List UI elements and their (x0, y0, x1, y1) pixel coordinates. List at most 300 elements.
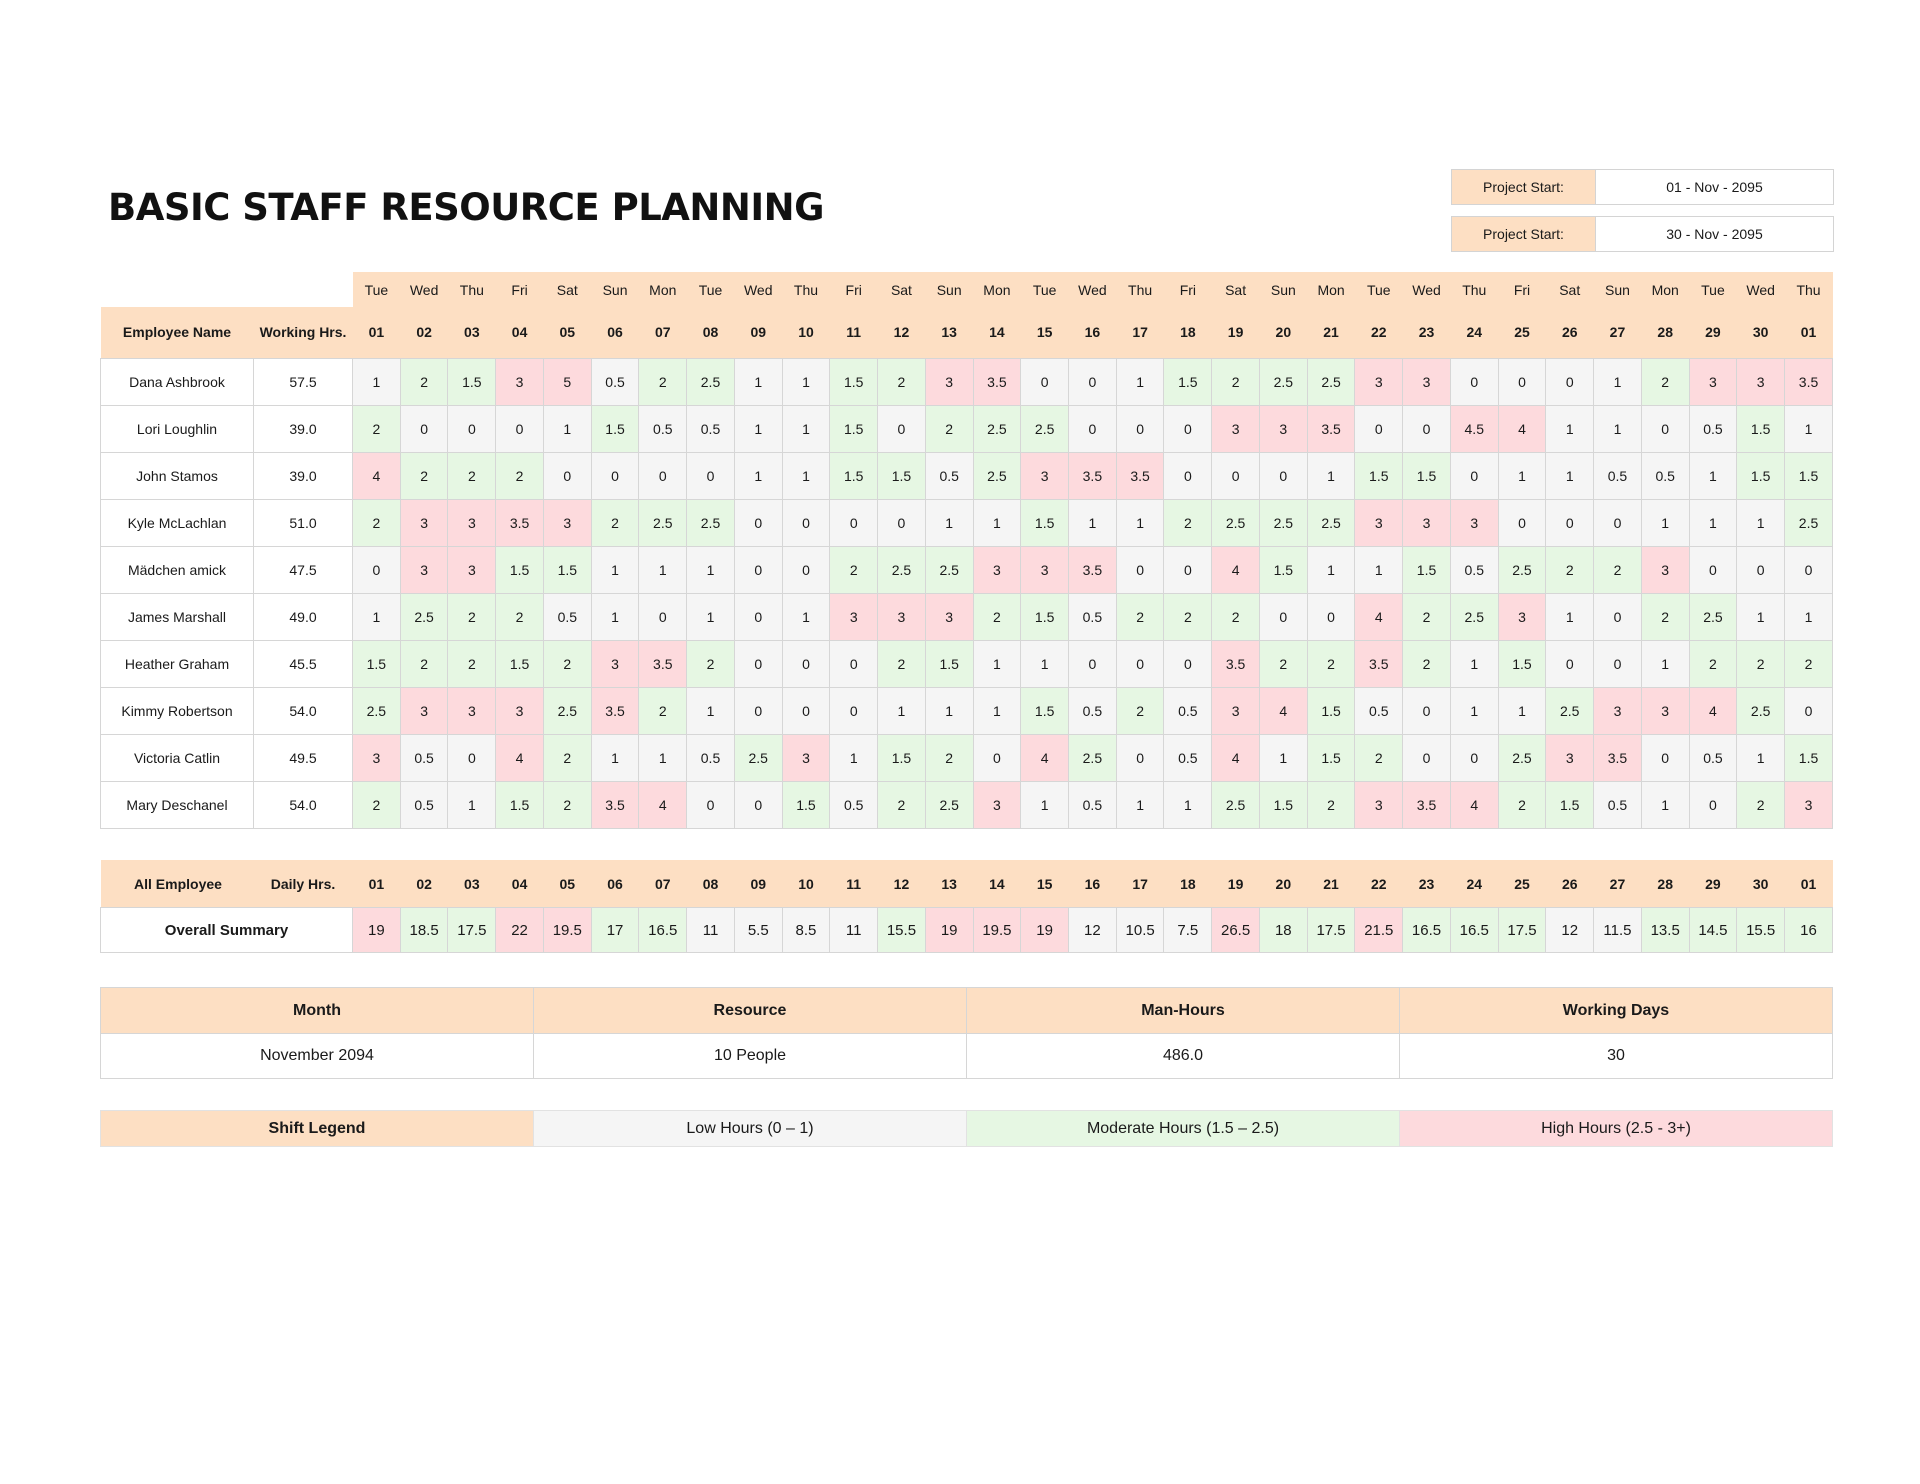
hours-cell[interactable]: 1 (782, 358, 830, 405)
hours-cell[interactable]: 1 (1546, 405, 1594, 452)
hours-cell[interactable]: 3 (1737, 358, 1785, 405)
hours-cell[interactable]: 3 (1785, 781, 1833, 828)
hours-cell[interactable]: 2 (878, 640, 926, 687)
hours-cell[interactable]: 1 (687, 546, 735, 593)
hours-cell[interactable]: 1 (973, 687, 1021, 734)
hours-cell[interactable]: 1 (1546, 593, 1594, 640)
hours-cell[interactable]: 1 (973, 499, 1021, 546)
hours-cell[interactable]: 1.5 (878, 452, 926, 499)
hours-cell[interactable]: 1 (1021, 640, 1069, 687)
hours-cell[interactable]: 0.5 (830, 781, 878, 828)
employee-working-hours[interactable]: 45.5 (254, 640, 353, 687)
hours-cell[interactable]: 1 (1594, 358, 1642, 405)
hours-cell[interactable]: 2 (1212, 358, 1260, 405)
hours-cell[interactable]: 0 (1069, 640, 1117, 687)
hours-cell[interactable]: 0 (1164, 640, 1212, 687)
project-start-value[interactable]: 01 - Nov - 2095 (1595, 170, 1833, 204)
hours-cell[interactable]: 0 (1116, 734, 1164, 781)
hours-cell[interactable]: 1 (782, 593, 830, 640)
hours-cell[interactable]: 1 (687, 687, 735, 734)
daily-total-cell[interactable]: 16 (1785, 908, 1833, 953)
hours-cell[interactable]: 2.5 (1498, 734, 1546, 781)
daily-total-cell[interactable]: 16.5 (639, 908, 687, 953)
hours-cell[interactable]: 2 (925, 405, 973, 452)
hours-cell[interactable]: 2.5 (639, 499, 687, 546)
hours-cell[interactable]: 3.5 (1116, 452, 1164, 499)
daily-total-cell[interactable]: 19 (925, 908, 973, 953)
hours-cell[interactable]: 2.5 (1785, 499, 1833, 546)
hours-cell[interactable]: 1 (925, 499, 973, 546)
hours-cell[interactable]: 0 (1403, 405, 1451, 452)
daily-total-cell[interactable]: 11 (830, 908, 878, 953)
hours-cell[interactable]: 2 (1594, 546, 1642, 593)
hours-cell[interactable]: 1.5 (1164, 358, 1212, 405)
hours-cell[interactable]: 4 (353, 452, 401, 499)
hours-cell[interactable]: 3.5 (1069, 452, 1117, 499)
hours-cell[interactable]: 3 (353, 734, 401, 781)
hours-cell[interactable]: 3 (1403, 358, 1451, 405)
employee-name[interactable]: Kimmy Robertson (101, 687, 254, 734)
hours-cell[interactable]: 1 (1450, 687, 1498, 734)
hours-cell[interactable]: 1.5 (1307, 687, 1355, 734)
employee-name[interactable]: Lori Loughlin (101, 405, 254, 452)
hours-cell[interactable]: 2.5 (734, 734, 782, 781)
hours-cell[interactable]: 2 (878, 781, 926, 828)
hours-cell[interactable]: 0 (734, 546, 782, 593)
hours-cell[interactable]: 0.5 (925, 452, 973, 499)
hours-cell[interactable]: 2 (1212, 593, 1260, 640)
hours-cell[interactable]: 0.5 (1689, 734, 1737, 781)
hours-cell[interactable]: 0 (878, 499, 926, 546)
hours-cell[interactable]: 2.5 (973, 452, 1021, 499)
hours-cell[interactable]: 0 (1355, 405, 1403, 452)
hours-cell[interactable]: 1.5 (1737, 405, 1785, 452)
hours-cell[interactable]: 0 (1450, 452, 1498, 499)
hours-cell[interactable]: 0 (1164, 405, 1212, 452)
hours-cell[interactable]: 2 (1737, 781, 1785, 828)
stats-working-days-value[interactable]: 30 (1400, 1034, 1833, 1079)
daily-total-cell[interactable]: 13.5 (1641, 908, 1689, 953)
hours-cell[interactable]: 1 (734, 358, 782, 405)
employee-working-hours[interactable]: 39.0 (254, 452, 353, 499)
hours-cell[interactable]: 1 (1689, 452, 1737, 499)
hours-cell[interactable]: 3.5 (591, 781, 639, 828)
employee-working-hours[interactable]: 49.0 (254, 593, 353, 640)
daily-total-cell[interactable]: 11.5 (1594, 908, 1642, 953)
hours-cell[interactable]: 0 (1689, 546, 1737, 593)
hours-cell[interactable]: 0 (1546, 499, 1594, 546)
hours-cell[interactable]: 2.5 (353, 687, 401, 734)
hours-cell[interactable]: 0 (448, 405, 496, 452)
daily-total-cell[interactable]: 17.5 (1307, 908, 1355, 953)
hours-cell[interactable]: 0 (734, 640, 782, 687)
hours-cell[interactable]: 0 (1212, 452, 1260, 499)
daily-total-cell[interactable]: 22 (496, 908, 544, 953)
hours-cell[interactable]: 1 (1641, 781, 1689, 828)
hours-cell[interactable]: 2 (1259, 640, 1307, 687)
hours-cell[interactable]: 1 (448, 781, 496, 828)
hours-cell[interactable]: 0.5 (1069, 593, 1117, 640)
hours-cell[interactable]: 1 (1164, 781, 1212, 828)
hours-cell[interactable]: 1 (782, 452, 830, 499)
hours-cell[interactable]: 0 (1403, 687, 1451, 734)
hours-cell[interactable]: 1 (591, 734, 639, 781)
hours-cell[interactable]: 0 (734, 593, 782, 640)
hours-cell[interactable]: 1 (1737, 593, 1785, 640)
hours-cell[interactable]: 2 (1307, 640, 1355, 687)
daily-total-cell[interactable]: 18 (1259, 908, 1307, 953)
hours-cell[interactable]: 2.5 (1689, 593, 1737, 640)
hours-cell[interactable]: 3 (1641, 546, 1689, 593)
daily-total-cell[interactable]: 17 (591, 908, 639, 953)
hours-cell[interactable]: 4 (1355, 593, 1403, 640)
hours-cell[interactable]: 2 (1164, 593, 1212, 640)
hours-cell[interactable]: 3 (591, 640, 639, 687)
hours-cell[interactable]: 0 (1498, 499, 1546, 546)
daily-total-cell[interactable]: 15.5 (878, 908, 926, 953)
hours-cell[interactable]: 4 (1212, 734, 1260, 781)
daily-total-cell[interactable]: 17.5 (1498, 908, 1546, 953)
employee-name[interactable]: Victoria Catlin (101, 734, 254, 781)
hours-cell[interactable]: 0 (830, 499, 878, 546)
hours-cell[interactable]: 3 (448, 687, 496, 734)
hours-cell[interactable]: 0.5 (639, 405, 687, 452)
hours-cell[interactable]: 1 (591, 546, 639, 593)
hours-cell[interactable]: 3.5 (639, 640, 687, 687)
hours-cell[interactable]: 3.5 (1307, 405, 1355, 452)
hours-cell[interactable]: 1 (1307, 546, 1355, 593)
employee-working-hours[interactable]: 54.0 (254, 781, 353, 828)
hours-cell[interactable]: 3.5 (1785, 358, 1833, 405)
hours-cell[interactable]: 2 (1689, 640, 1737, 687)
hours-cell[interactable]: 2 (1641, 358, 1689, 405)
hours-cell[interactable]: 3 (1212, 687, 1260, 734)
hours-cell[interactable]: 2 (448, 640, 496, 687)
hours-cell[interactable]: 0 (734, 687, 782, 734)
hours-cell[interactable]: 3 (878, 593, 926, 640)
hours-cell[interactable]: 2 (496, 452, 544, 499)
daily-total-cell[interactable]: 16.5 (1450, 908, 1498, 953)
hours-cell[interactable]: 1.5 (830, 405, 878, 452)
hours-cell[interactable]: 1 (1689, 499, 1737, 546)
hours-cell[interactable]: 1 (1307, 452, 1355, 499)
hours-cell[interactable]: 3 (400, 499, 448, 546)
hours-cell[interactable]: 0 (400, 405, 448, 452)
hours-cell[interactable]: 2 (878, 358, 926, 405)
hours-cell[interactable]: 0 (1116, 546, 1164, 593)
hours-cell[interactable]: 1.5 (878, 734, 926, 781)
hours-cell[interactable]: 1 (687, 593, 735, 640)
hours-cell[interactable]: 1 (734, 405, 782, 452)
hours-cell[interactable]: 1.5 (1546, 781, 1594, 828)
daily-total-cell[interactable]: 19 (353, 908, 401, 953)
employee-name[interactable]: Heather Graham (101, 640, 254, 687)
employee-name[interactable]: Mary Deschanel (101, 781, 254, 828)
daily-total-cell[interactable]: 10.5 (1116, 908, 1164, 953)
daily-total-cell[interactable]: 16.5 (1403, 908, 1451, 953)
hours-cell[interactable]: 1.5 (496, 640, 544, 687)
hours-cell[interactable]: 3 (925, 358, 973, 405)
hours-cell[interactable]: 2.5 (1259, 499, 1307, 546)
hours-cell[interactable]: 2 (687, 640, 735, 687)
hours-cell[interactable]: 4.5 (1450, 405, 1498, 452)
hours-cell[interactable]: 1 (878, 687, 926, 734)
hours-cell[interactable]: 3 (1498, 593, 1546, 640)
stats-month-value[interactable]: November 2094 (101, 1034, 534, 1079)
hours-cell[interactable]: 0 (1546, 358, 1594, 405)
hours-cell[interactable]: 2 (1164, 499, 1212, 546)
hours-cell[interactable]: 1 (1116, 358, 1164, 405)
hours-cell[interactable]: 1 (1116, 499, 1164, 546)
hours-cell[interactable]: 3 (1021, 546, 1069, 593)
hours-cell[interactable]: 1.5 (1785, 734, 1833, 781)
hours-cell[interactable]: 2.5 (400, 593, 448, 640)
hours-cell[interactable]: 1.5 (1259, 546, 1307, 593)
hours-cell[interactable]: 0.5 (543, 593, 591, 640)
hours-cell[interactable]: 1.5 (1403, 452, 1451, 499)
hours-cell[interactable]: 0.5 (1641, 452, 1689, 499)
hours-cell[interactable]: 0 (353, 546, 401, 593)
hours-cell[interactable]: 1 (1498, 687, 1546, 734)
hours-cell[interactable]: 0.5 (1689, 405, 1737, 452)
hours-cell[interactable]: 3 (1594, 687, 1642, 734)
employee-name[interactable]: John Stamos (101, 452, 254, 499)
hours-cell[interactable]: 3 (400, 546, 448, 593)
daily-total-cell[interactable]: 18.5 (400, 908, 448, 953)
employee-name[interactable]: James Marshall (101, 593, 254, 640)
hours-cell[interactable]: 3 (973, 781, 1021, 828)
hours-cell[interactable]: 2.5 (1212, 781, 1260, 828)
hours-cell[interactable]: 1 (1116, 781, 1164, 828)
hours-cell[interactable]: 0 (1689, 781, 1737, 828)
hours-cell[interactable]: 3 (1021, 452, 1069, 499)
daily-total-cell[interactable]: 17.5 (448, 908, 496, 953)
daily-total-cell[interactable]: 8.5 (782, 908, 830, 953)
employee-working-hours[interactable]: 49.5 (254, 734, 353, 781)
hours-cell[interactable]: 1.5 (782, 781, 830, 828)
hours-cell[interactable]: 2 (1116, 593, 1164, 640)
hours-cell[interactable]: 4 (1212, 546, 1260, 593)
hours-cell[interactable]: 0 (1403, 734, 1451, 781)
hours-cell[interactable]: 0 (1116, 405, 1164, 452)
hours-cell[interactable]: 3 (1355, 781, 1403, 828)
hours-cell[interactable]: 1.5 (830, 358, 878, 405)
hours-cell[interactable]: 1.5 (1021, 593, 1069, 640)
hours-cell[interactable]: 3 (782, 734, 830, 781)
hours-cell[interactable]: 1 (1546, 452, 1594, 499)
hours-cell[interactable]: 2.5 (687, 358, 735, 405)
hours-cell[interactable]: 0 (1450, 734, 1498, 781)
hours-cell[interactable]: 1.5 (1403, 546, 1451, 593)
hours-cell[interactable]: 3 (400, 687, 448, 734)
hours-cell[interactable]: 0.5 (1164, 687, 1212, 734)
hours-cell[interactable]: 0.5 (687, 734, 735, 781)
hours-cell[interactable]: 4 (1689, 687, 1737, 734)
hours-cell[interactable]: 3 (448, 499, 496, 546)
hours-cell[interactable]: 1.5 (496, 781, 544, 828)
hours-cell[interactable]: 2.5 (1498, 546, 1546, 593)
hours-cell[interactable]: 3 (1212, 405, 1260, 452)
hours-cell[interactable]: 3.5 (1355, 640, 1403, 687)
hours-cell[interactable]: 1 (973, 640, 1021, 687)
hours-cell[interactable]: 0 (830, 687, 878, 734)
hours-cell[interactable]: 3 (1450, 499, 1498, 546)
hours-cell[interactable]: 0.5 (1594, 452, 1642, 499)
hours-cell[interactable]: 4 (1450, 781, 1498, 828)
hours-cell[interactable]: 0 (878, 405, 926, 452)
daily-total-cell[interactable]: 5.5 (734, 908, 782, 953)
hours-cell[interactable]: 0 (543, 452, 591, 499)
hours-cell[interactable]: 2 (448, 452, 496, 499)
hours-cell[interactable]: 2 (1116, 687, 1164, 734)
hours-cell[interactable]: 2 (1307, 781, 1355, 828)
hours-cell[interactable]: 3.5 (1594, 734, 1642, 781)
hours-cell[interactable]: 0 (782, 640, 830, 687)
hours-cell[interactable]: 0 (1785, 546, 1833, 593)
hours-cell[interactable]: 1 (639, 734, 687, 781)
hours-cell[interactable]: 3.5 (1069, 546, 1117, 593)
hours-cell[interactable]: 0 (496, 405, 544, 452)
hours-cell[interactable]: 2.5 (878, 546, 926, 593)
hours-cell[interactable]: 0 (591, 452, 639, 499)
employee-working-hours[interactable]: 54.0 (254, 687, 353, 734)
hours-cell[interactable]: 0.5 (1069, 781, 1117, 828)
hours-cell[interactable]: 1 (830, 734, 878, 781)
hours-cell[interactable]: 4 (639, 781, 687, 828)
hours-cell[interactable]: 1 (1021, 781, 1069, 828)
hours-cell[interactable]: 0.5 (1450, 546, 1498, 593)
employee-name[interactable]: Mädchen amick (101, 546, 254, 593)
hours-cell[interactable]: 2 (400, 640, 448, 687)
hours-cell[interactable]: 2 (543, 640, 591, 687)
hours-cell[interactable]: 1 (1355, 546, 1403, 593)
employee-working-hours[interactable]: 57.5 (254, 358, 353, 405)
hours-cell[interactable]: 2.5 (973, 405, 1021, 452)
hours-cell[interactable]: 2 (543, 781, 591, 828)
hours-cell[interactable]: 1 (925, 687, 973, 734)
hours-cell[interactable]: 4 (1498, 405, 1546, 452)
hours-cell[interactable]: 1.5 (1785, 452, 1833, 499)
hours-cell[interactable]: 2 (400, 452, 448, 499)
hours-cell[interactable]: 1 (591, 593, 639, 640)
hours-cell[interactable]: 2 (973, 593, 1021, 640)
hours-cell[interactable]: 0.5 (1069, 687, 1117, 734)
daily-total-cell[interactable]: 21.5 (1355, 908, 1403, 953)
hours-cell[interactable]: 0 (1307, 593, 1355, 640)
hours-cell[interactable]: 0 (782, 687, 830, 734)
hours-cell[interactable]: 0 (1594, 640, 1642, 687)
hours-cell[interactable]: 3 (1546, 734, 1594, 781)
hours-cell[interactable]: 3 (543, 499, 591, 546)
hours-cell[interactable]: 0.5 (1355, 687, 1403, 734)
hours-cell[interactable]: 0 (1164, 452, 1212, 499)
hours-cell[interactable]: 0 (639, 593, 687, 640)
hours-cell[interactable]: 0 (1498, 358, 1546, 405)
hours-cell[interactable]: 3 (1355, 358, 1403, 405)
hours-cell[interactable]: 0 (1641, 405, 1689, 452)
daily-total-cell[interactable]: 19.5 (543, 908, 591, 953)
hours-cell[interactable]: 0 (1259, 593, 1307, 640)
hours-cell[interactable]: 3 (830, 593, 878, 640)
hours-cell[interactable]: 2.5 (1307, 499, 1355, 546)
hours-cell[interactable]: 1.5 (1498, 640, 1546, 687)
hours-cell[interactable]: 3.5 (1212, 640, 1260, 687)
hours-cell[interactable]: 0 (973, 734, 1021, 781)
hours-cell[interactable]: 1 (353, 358, 401, 405)
hours-cell[interactable]: 0 (1450, 358, 1498, 405)
hours-cell[interactable]: 1 (1069, 499, 1117, 546)
hours-cell[interactable]: 1 (353, 593, 401, 640)
hours-cell[interactable]: 2.5 (1212, 499, 1260, 546)
hours-cell[interactable]: 0 (639, 452, 687, 499)
daily-total-cell[interactable]: 19 (1021, 908, 1069, 953)
hours-cell[interactable]: 1 (1641, 640, 1689, 687)
hours-cell[interactable]: 2 (591, 499, 639, 546)
hours-cell[interactable]: 2.5 (1259, 358, 1307, 405)
hours-cell[interactable]: 3.5 (1403, 781, 1451, 828)
hours-cell[interactable]: 4 (496, 734, 544, 781)
hours-cell[interactable]: 3.5 (496, 499, 544, 546)
hours-cell[interactable]: 0 (1069, 358, 1117, 405)
hours-cell[interactable]: 2.5 (925, 781, 973, 828)
hours-cell[interactable]: 1 (1498, 452, 1546, 499)
hours-cell[interactable]: 2.5 (1069, 734, 1117, 781)
employee-working-hours[interactable]: 47.5 (254, 546, 353, 593)
hours-cell[interactable]: 0 (687, 781, 735, 828)
hours-cell[interactable]: 1.5 (591, 405, 639, 452)
hours-cell[interactable]: 0 (1641, 734, 1689, 781)
hours-cell[interactable]: 0 (1785, 687, 1833, 734)
hours-cell[interactable]: 0.5 (687, 405, 735, 452)
hours-cell[interactable]: 0 (830, 640, 878, 687)
hours-cell[interactable]: 3 (1403, 499, 1451, 546)
hours-cell[interactable]: 0.5 (591, 358, 639, 405)
hours-cell[interactable]: 2 (830, 546, 878, 593)
hours-cell[interactable]: 1 (1450, 640, 1498, 687)
hours-cell[interactable]: 3.5 (973, 358, 1021, 405)
hours-cell[interactable]: 2 (543, 734, 591, 781)
hours-cell[interactable]: 3.5 (591, 687, 639, 734)
hours-cell[interactable]: 0 (782, 499, 830, 546)
daily-total-cell[interactable]: 19.5 (973, 908, 1021, 953)
hours-cell[interactable]: 0 (1021, 358, 1069, 405)
hours-cell[interactable]: 1.5 (1307, 734, 1355, 781)
hours-cell[interactable]: 2.5 (925, 546, 973, 593)
hours-cell[interactable]: 2.5 (1546, 687, 1594, 734)
hours-cell[interactable]: 2 (1355, 734, 1403, 781)
employee-name[interactable]: Kyle McLachlan (101, 499, 254, 546)
hours-cell[interactable]: 1.5 (1259, 781, 1307, 828)
hours-cell[interactable]: 1.5 (496, 546, 544, 593)
hours-cell[interactable]: 1.5 (1355, 452, 1403, 499)
daily-total-cell[interactable]: 7.5 (1164, 908, 1212, 953)
hours-cell[interactable]: 0 (1594, 593, 1642, 640)
hours-cell[interactable]: 0 (1164, 546, 1212, 593)
hours-cell[interactable]: 3 (1689, 358, 1737, 405)
hours-cell[interactable]: 2.5 (1307, 358, 1355, 405)
hours-cell[interactable]: 1 (782, 405, 830, 452)
hours-cell[interactable]: 2.5 (1021, 405, 1069, 452)
hours-cell[interactable]: 1 (734, 452, 782, 499)
employee-name[interactable]: Dana Ashbrook (101, 358, 254, 405)
hours-cell[interactable]: 2 (1546, 546, 1594, 593)
daily-total-cell[interactable]: 11 (687, 908, 735, 953)
hours-cell[interactable]: 1.5 (830, 452, 878, 499)
stats-resource-value[interactable]: 10 People (534, 1034, 967, 1079)
hours-cell[interactable]: 2 (925, 734, 973, 781)
hours-cell[interactable]: 0 (1594, 499, 1642, 546)
employee-working-hours[interactable]: 39.0 (254, 405, 353, 452)
